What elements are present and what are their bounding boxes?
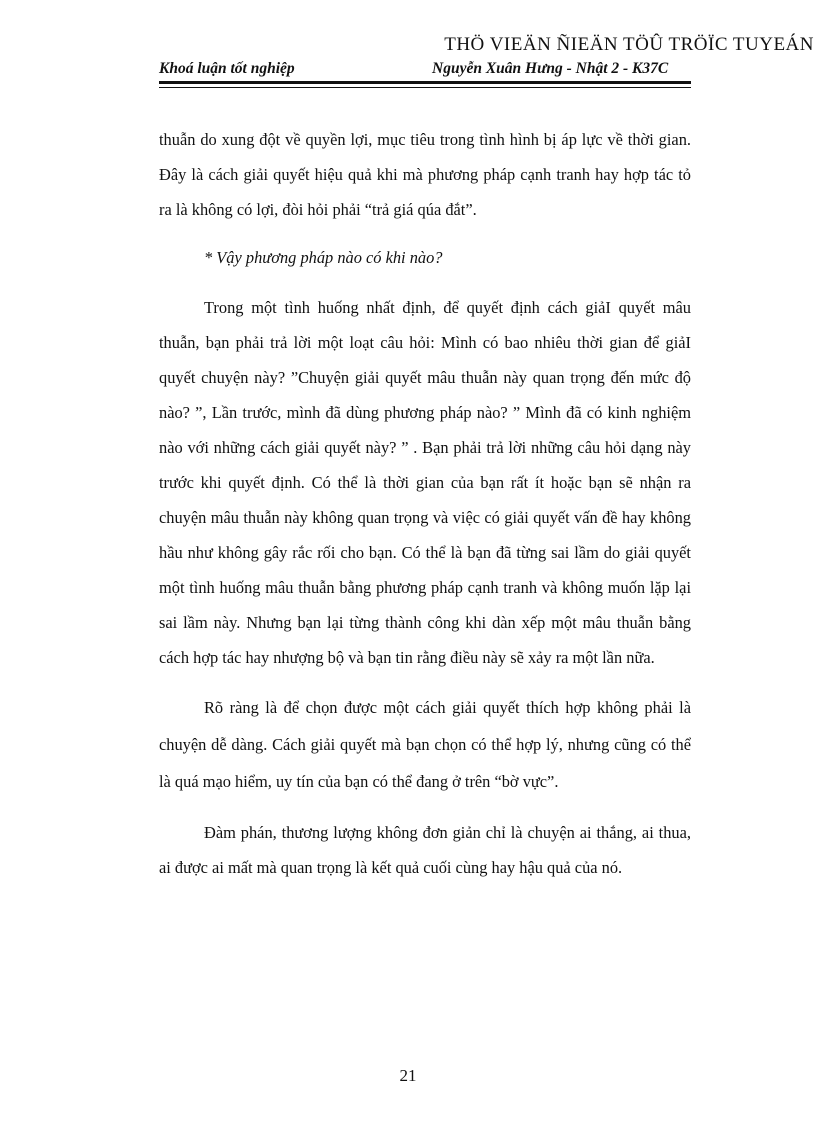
section-question-heading: * Vậy phương pháp nào có khi nào?: [204, 248, 443, 267]
paragraph-difficulty: Rõ ràng là để chọn được một cách giải quyết thích hợp không phải là chuyện dễ dàng. Cách giải quyết mà bạn chọn có thể hợp lý, nhưng cũng có thể là quá mạo hiểm, uy tín của bạn có thể đang ở trên “bờ vực”.: [159, 698, 691, 791]
paragraph-negotiation: Đàm phán, thương lượng không đơn giản chỉ là chuyện ai thắng, ai thua, ai được ai mất mà quan trọng là kết quả cuối cùng hay hậu quả của nó.: [159, 823, 691, 877]
library-watermark: THÖ VIEÄN ÑIEÄN TÖÛ TRÖÏC TUYEÁN: [444, 34, 814, 55]
header-author-label: Nguyễn Xuân Hưng - Nhật 2 - K37C: [432, 60, 669, 77]
header-thesis-label: Khoá luận tốt nghiệp: [159, 60, 295, 77]
page-body: [159, 122, 691, 885]
header-rule-thin: [159, 87, 691, 88]
paragraph-choosing-method: Trong một tình huống nhất định, để quyết định cách giảI quyết mâu thuẫn, bạn phải trả lời một loạt câu hỏi: Mình có bao nhiêu thời gian để giảI quyết chuyện này? ”Chuyện giải quyết mâu thuẫn này quan trọng đến mức độ nào? ”, Lần trước, mình đã dùng phương pháp nào? ” Mình đã có kinh nghiệm nào với những cách giải quyết này? ” . Bạn phải trả lời những câu hỏi dạng này trước khi quyết định. Có thể là thời gian của bạn rất ít hoặc bạn sẽ nhận ra chuyện mâu thuẫn này không quan trọng và việc có giải quyết vấn đề hay không hầu như không gây rắc rối cho bạn. Có thể là bạn đã từng sai lầm do giải quyết một tình huống mâu thuẫn bằng phương pháp cạnh tranh và không muốn lặp lại sai lầm này. Nhưng bạn lại từng thành công khi dàn xếp một mâu thuẫn bằng cách hợp tác hay nhượng bộ và bạn tin rằng điều này sẽ xảy ra một lần nữa.: [159, 298, 691, 667]
page-number: 21: [399, 1066, 417, 1085]
header-rule-thick: [159, 81, 691, 84]
paragraph-continuation: thuẫn do xung đột về quyền lợi, mục tiêu trong tình hình bị áp lực về thời gian. Đây là cách giải quyết hiệu quả khi mà phương pháp cạnh tranh hay hợp tác tỏ ra là không có lợi, đòi hỏi phải “trả giá qúa đắt”.: [159, 130, 691, 219]
